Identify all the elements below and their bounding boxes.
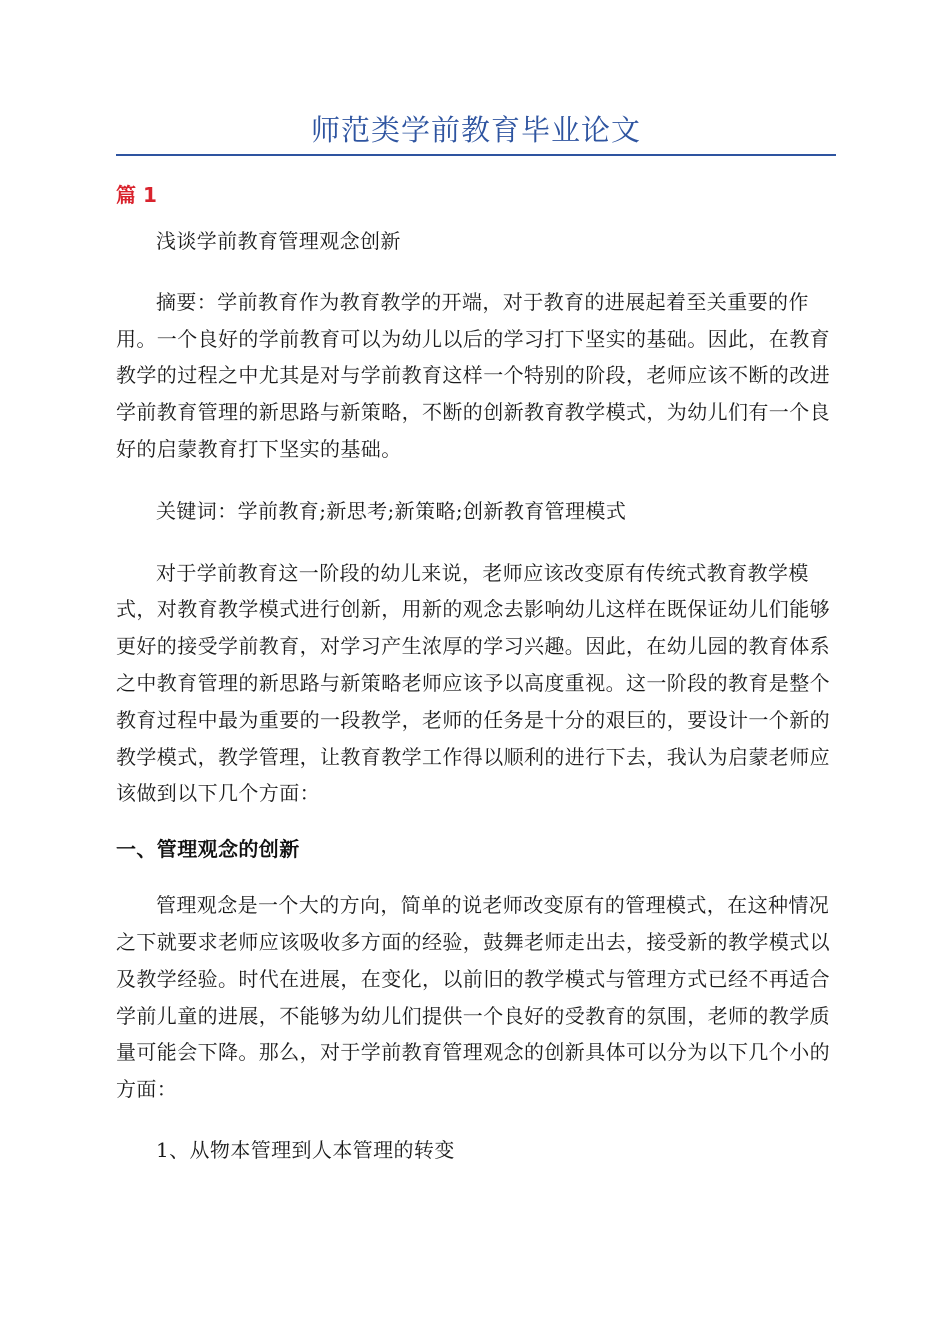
abstract-paragraph: 摘要：学前教育作为教育教学的开端，对于教育的进展起着至关重要的作用。一个良好的学前教育可以为幼儿以后的学习打下坚实的基础。因此，在教育教学的过程之中尤其是对与学前教育这样一个特别的阶段，老师应该不断的改进学前教育管理的新思路与新策略，不断的创新教育教学模式，为幼儿们有一个良好的启蒙教育打下坚实的基础。 — [116, 289, 830, 461]
section-label: 篇 1 — [116, 183, 157, 207]
body-paragraph: 管理观念是一个大的方向，简单的说老师改变原有的管理模式，在这种情况之下就要求老师应该吸收多方面的经验，鼓舞老师走出去，接受新的教学模式以及教学经验。时代在进展，在变化，以前旧的教学模式与管理方式已经不再适合学前儿童的进展，不能够为幼儿们提供一个良好的受教育的氛围，老师的教学质量可能会下降。那么，对于学前教育管理观念的创新具体可以分为以下几个小的方面： — [116, 893, 830, 1102]
document-body — [116, 223, 836, 1169]
title-divider — [116, 154, 836, 156]
list-item: 1、从物本管理到人本管理的转变 — [156, 1137, 455, 1162]
article-subtitle: 浅谈学前教育管理观念创新 — [156, 229, 401, 253]
section-heading: 一、管理观念的创新 — [116, 837, 300, 862]
intro-paragraph: 对于学前教育这一阶段的幼儿来说，老师应该改变原有传统式教育教学模式，对教育教学模式进行创新，用新的观念去影响幼儿这样在既保证幼儿们能够更好的接受学前教育，对学习产生浓厚的学习兴趣。因此，在幼儿园的教育体系之中教育管理的新思路与新策略老师应该予以高度重视。这一阶段的教育是整个教育过程中最为重要的一段教学，老师的任务是十分的艰巨的，要设计一个新的教学模式，教学管理，让教育教学工作得以顺利的进行下去，我认为启蒙老师应该做到以下几个方面： — [116, 560, 830, 806]
document-title: 师范类学前教育毕业论文 — [310, 113, 641, 147]
keywords-line: 关键词：学前教育;新思考;新策略;创新教育管理模式 — [156, 498, 627, 523]
